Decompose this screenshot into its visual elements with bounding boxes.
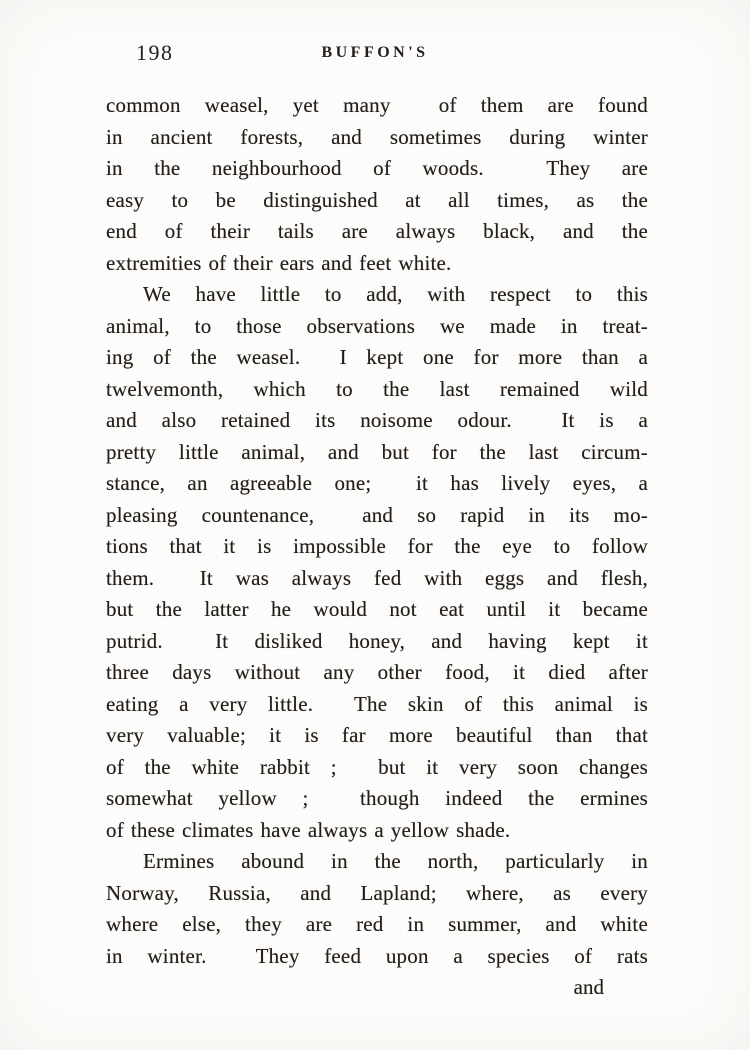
text-line: them. It was always fed with eggs and flesh, xyxy=(106,565,648,590)
text-line: somewhat yellow ; though indeed the ermines xyxy=(106,786,648,810)
paragraph xyxy=(106,846,648,972)
text-line: We have little to add, with respect to this xyxy=(143,282,648,306)
text-line: in ancient forests, and sometimes during winter xyxy=(106,124,648,149)
text-line: three days without any other food, it died after xyxy=(106,660,648,684)
text-line: animal, to those observations we made in treat- xyxy=(106,313,648,338)
text-line: tions that it is impossible for the eye to follow xyxy=(106,534,648,558)
text-line: putrid. It disliked honey, and having kept it xyxy=(106,628,648,653)
text-line: Ermines abound in the north, particularly in xyxy=(143,849,648,873)
text-block xyxy=(106,90,648,1004)
text-line: very valuable; it is far more beautiful than that xyxy=(106,723,648,747)
text-line: and also retained its noisome odour. It is a xyxy=(106,408,648,432)
running-header: BUFFON'S xyxy=(321,44,429,61)
text-line: easy to be distinguished at all times, as the xyxy=(106,187,648,212)
text-line: twelvemonth, which to the last remained wild xyxy=(106,376,648,401)
text-line: of these climates have always a yellow shade. xyxy=(106,817,511,842)
text-line: extremities of their ears and feet white. xyxy=(106,250,452,275)
text-line: of the white rabbit ; but it very soon changes xyxy=(106,754,648,779)
text-line: where else, they are red in summer, and white xyxy=(106,912,648,936)
text-line: in the neighbourhood of woods. They are xyxy=(106,156,648,180)
paragraph xyxy=(106,90,648,279)
page-number: 198 xyxy=(136,40,174,65)
text-line: in winter. They feed upon a species of rats xyxy=(106,943,648,968)
text-line: but the latter he would not eat until it became xyxy=(106,597,648,621)
text-line: end of their tails are always black, and the xyxy=(106,219,648,243)
paragraph xyxy=(106,279,648,846)
text-line: ing of the weasel. I kept one for more than a xyxy=(106,345,648,369)
text-line: Norway, Russia, and Lapland; where, as every xyxy=(106,880,648,905)
text-line: common weasel, yet many of them are found xyxy=(106,93,648,117)
text-line: eating a very little. The skin of this animal is xyxy=(106,691,648,716)
text-line: stance, an agreeable one; it has lively eyes, a xyxy=(106,471,648,495)
catchword: and xyxy=(573,975,604,999)
text-line: pretty little animal, and but for the last circum- xyxy=(106,439,648,464)
text-line: pleasing countenance, and so rapid in its mo- xyxy=(106,502,648,527)
